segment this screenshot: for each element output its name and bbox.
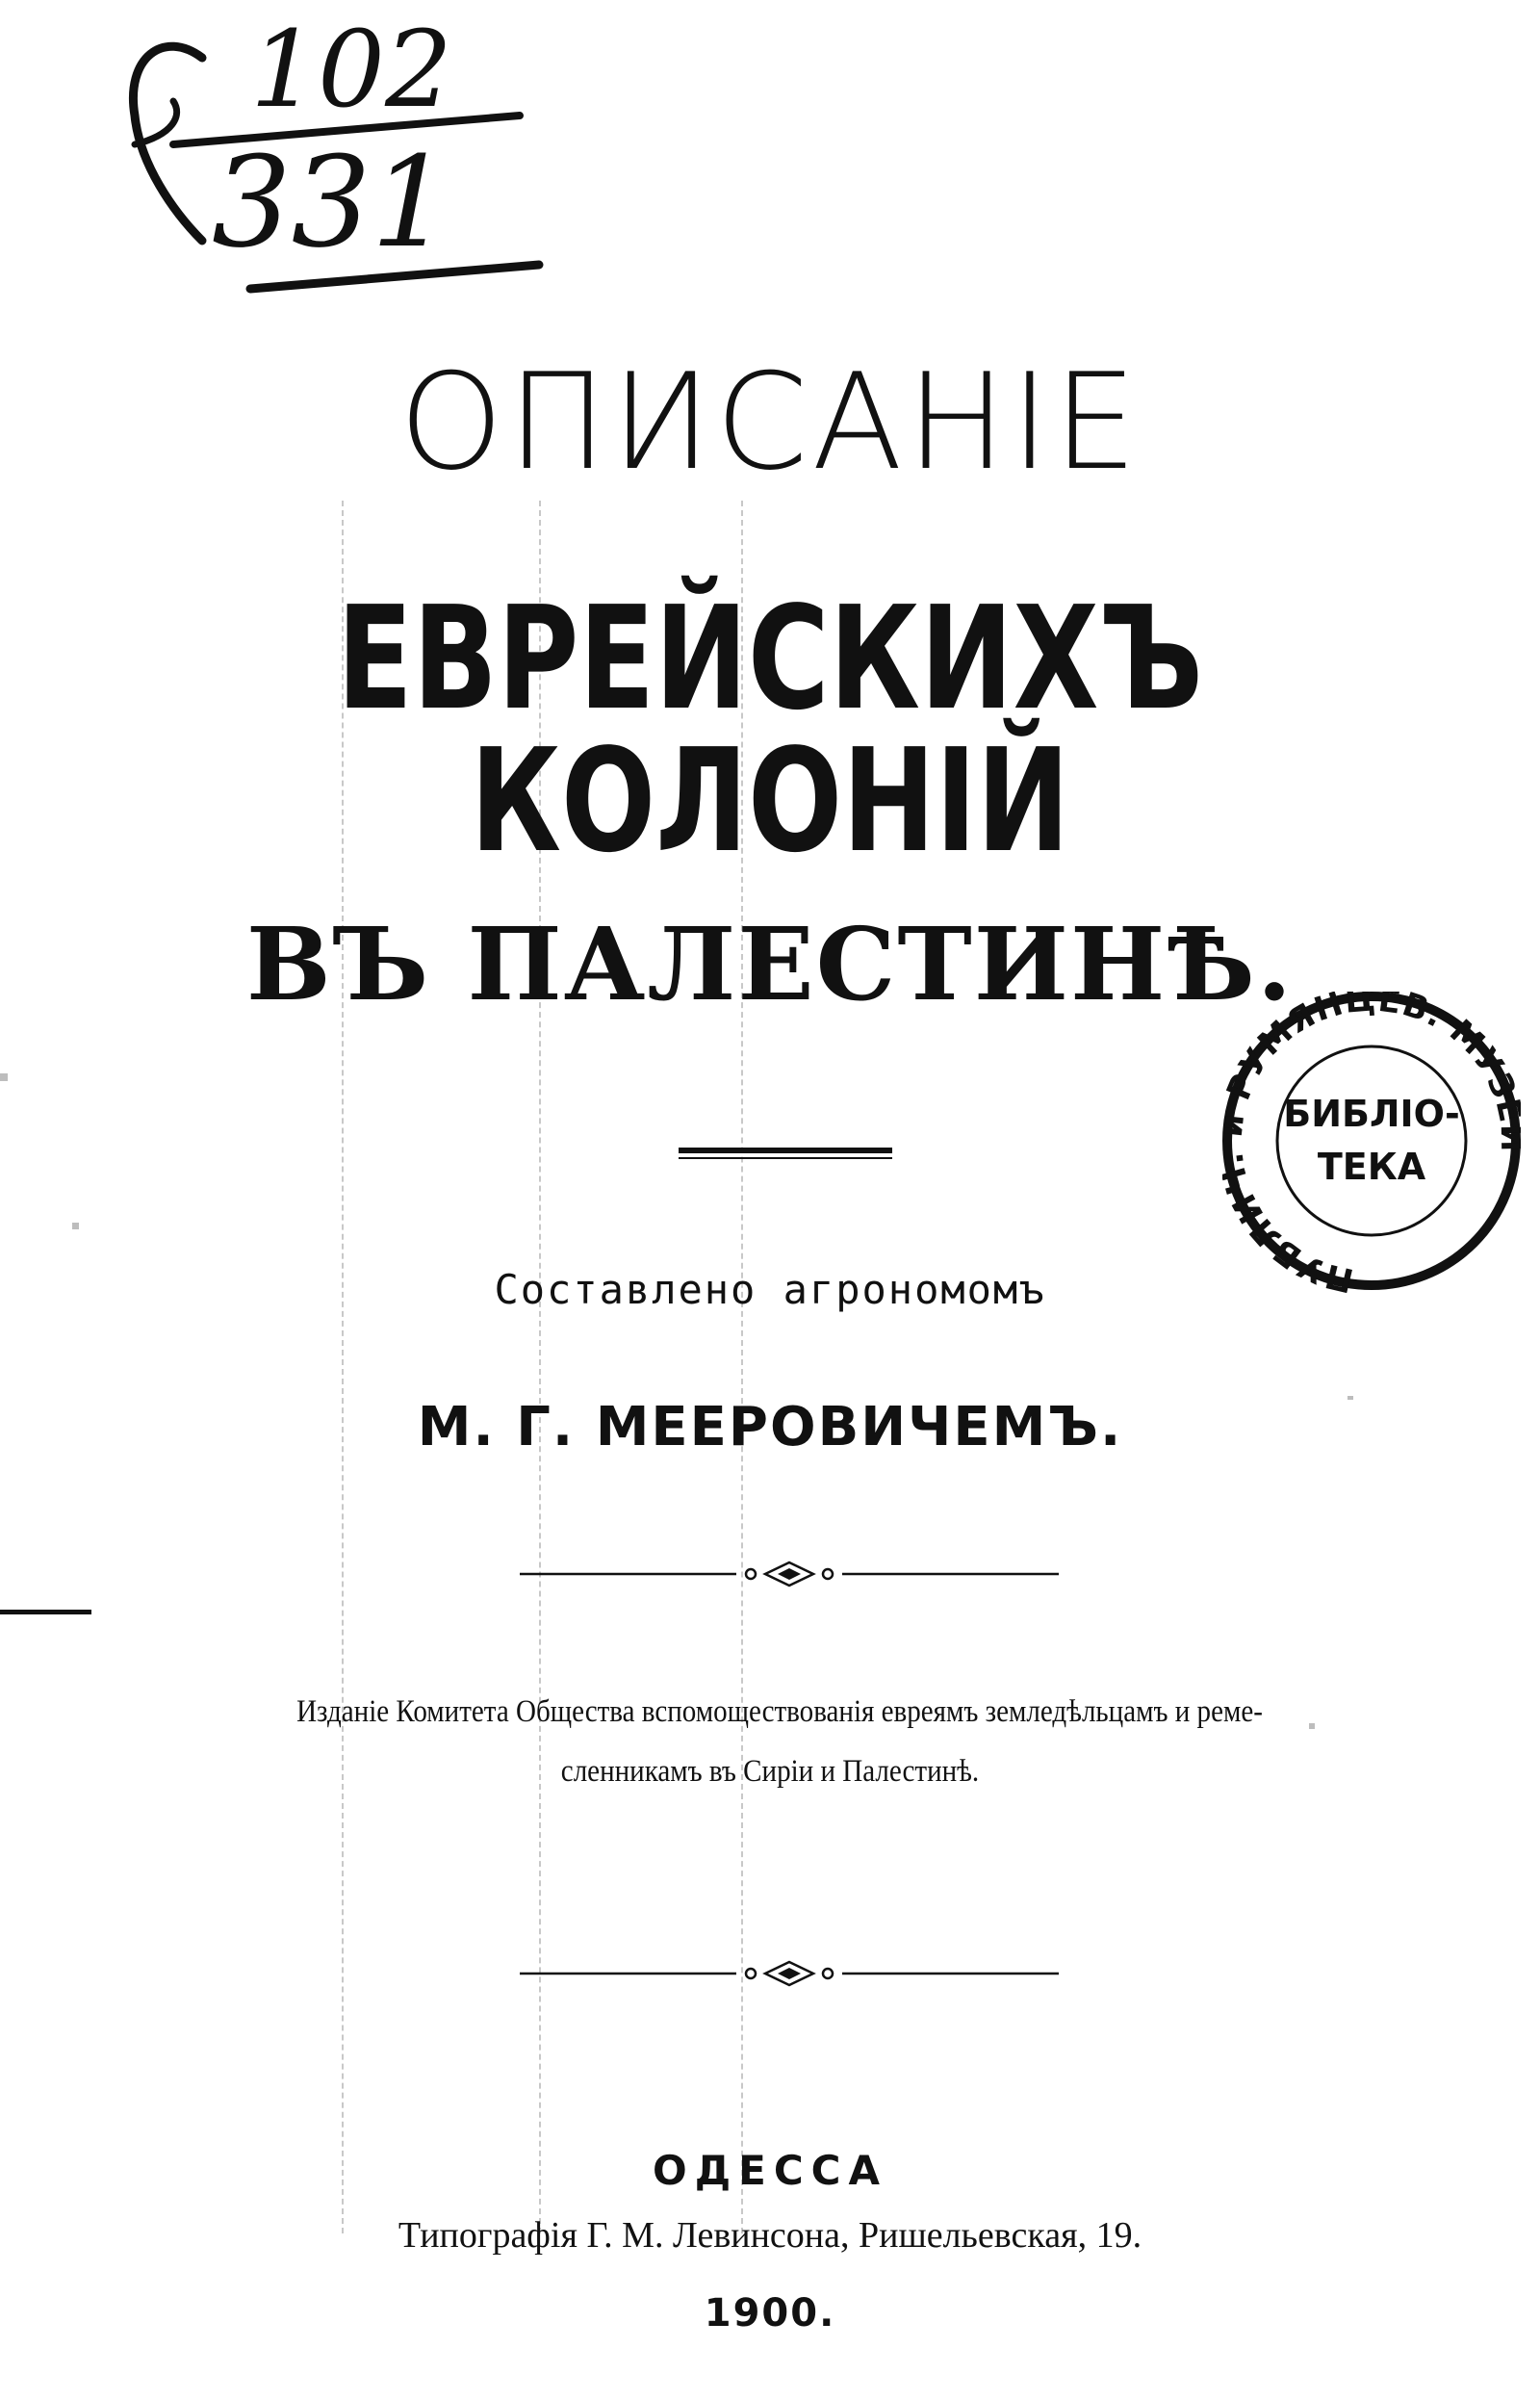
imprint-printer: Типографія Г. М. Левинсона, Ришельевская, 19. [398, 2215, 1142, 2256]
double-rule-divider [679, 1148, 892, 1163]
author-name: М. Г. МЕЕРОВИЧЕМЪ. [417, 1396, 1123, 1458]
handwritten-shelfmark [58, 0, 558, 347]
publisher-line-1: Изданіе Комитета Общества вспомоществованія евреямъ земледѣльцамъ и реме- [296, 1694, 1263, 1729]
publisher-line-2: сленникамъ въ Сиріи и Палестинѣ. [560, 1754, 980, 1789]
shelfmark-bottom-number: 331 [212, 129, 451, 275]
title-line-2: ЕВРЕЙСКИХЪ КОЛОНІЙ [336, 576, 1204, 884]
scan-speck [1348, 1396, 1353, 1400]
title-line-3: ВЪ ПАЛЕСТИНѢ. [245, 905, 1295, 1023]
scan-speck [0, 1073, 8, 1081]
imprint-city: ОДЕССА [653, 2147, 887, 2194]
title-line-1: ОПИСАНІЕ [398, 345, 1142, 500]
ornament-divider-bottom [520, 1959, 1059, 1988]
ornament-divider-top [520, 1560, 1059, 1588]
stamp-ring-text: ПУБЛИ РУМЯНЦЕВ. МУЗ [1222, 992, 1521, 1300]
library-stamp [1222, 992, 1521, 1300]
scan-speck [1309, 1723, 1315, 1729]
scan-edge-mark [0, 1610, 91, 1614]
scan-speck [72, 1223, 79, 1229]
stamp-center-line-2: ТЕКА [1317, 1146, 1426, 1188]
stamp-center-line-1: БИБЛІО- [1283, 1093, 1460, 1135]
compiled-by-line: Составлено агрономомъ [494, 1266, 1046, 1313]
imprint-year: 1900. [704, 2291, 836, 2335]
shelfmark-top-number: 102 [250, 8, 452, 131]
